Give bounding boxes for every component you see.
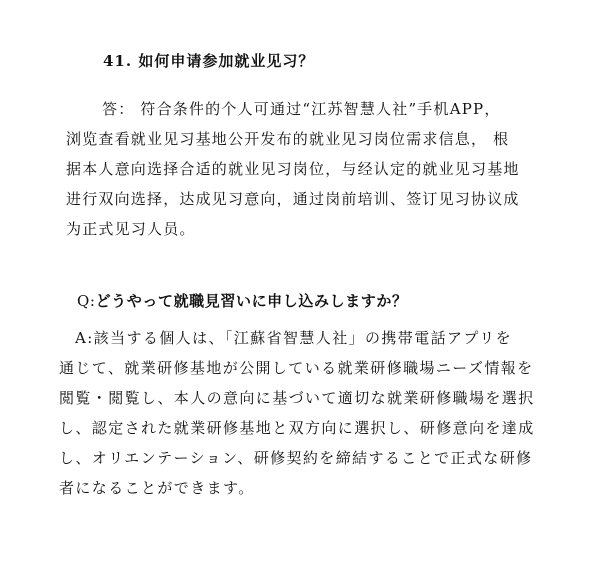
- chinese-question-title: 41. 如何申请参加就业见习？: [103, 52, 315, 70]
- japanese-answer-line: 閲覧・閲覧し、本人の意向に基づいて適切な就業研修職場を選択: [59, 389, 535, 407]
- chinese-answer-line: 进行双向选择，达成见习意向，通过岗前培训、签订见习协议成: [66, 190, 520, 208]
- japanese-answer-line: 通じて、就業研修基地が公開している就業研修職場ニーズ情報を: [59, 359, 534, 377]
- japanese-answer-line: し、認定された就業研修基地と双方向に選択し、研修意向を達成: [59, 419, 535, 437]
- japanese-question-label: Q:: [77, 292, 96, 310]
- japanese-answer-paragraph: [59, 323, 569, 503]
- chinese-answer-line: 浏览查看就业见习基地公开发布的就业见习岗位需求信息， 根: [66, 130, 510, 148]
- chinese-answer-line: 据本人意向选择合适的就业见习岗位，与经认定的就业见习基地: [66, 160, 520, 178]
- japanese-question: [77, 290, 408, 312]
- japanese-answer-line: A:該当する個人は、「江蘇省智慧人社」の携帯電話アプリを: [75, 329, 512, 347]
- chinese-answer-line: 答： 符合条件的个人可通过“江苏智慧人社”手机APP，: [102, 100, 501, 118]
- japanese-question-text: どうやって就職見習いに申し込みしますか？: [95, 292, 408, 310]
- chinese-answer-paragraph: [66, 94, 566, 244]
- japanese-answer-line: 者になることができます。: [59, 479, 255, 497]
- japanese-answer-line: し、オリエンテーション、研修契約を締結することで正式な研修: [59, 449, 533, 467]
- chinese-answer-line: 为正式见习人员。: [66, 220, 196, 238]
